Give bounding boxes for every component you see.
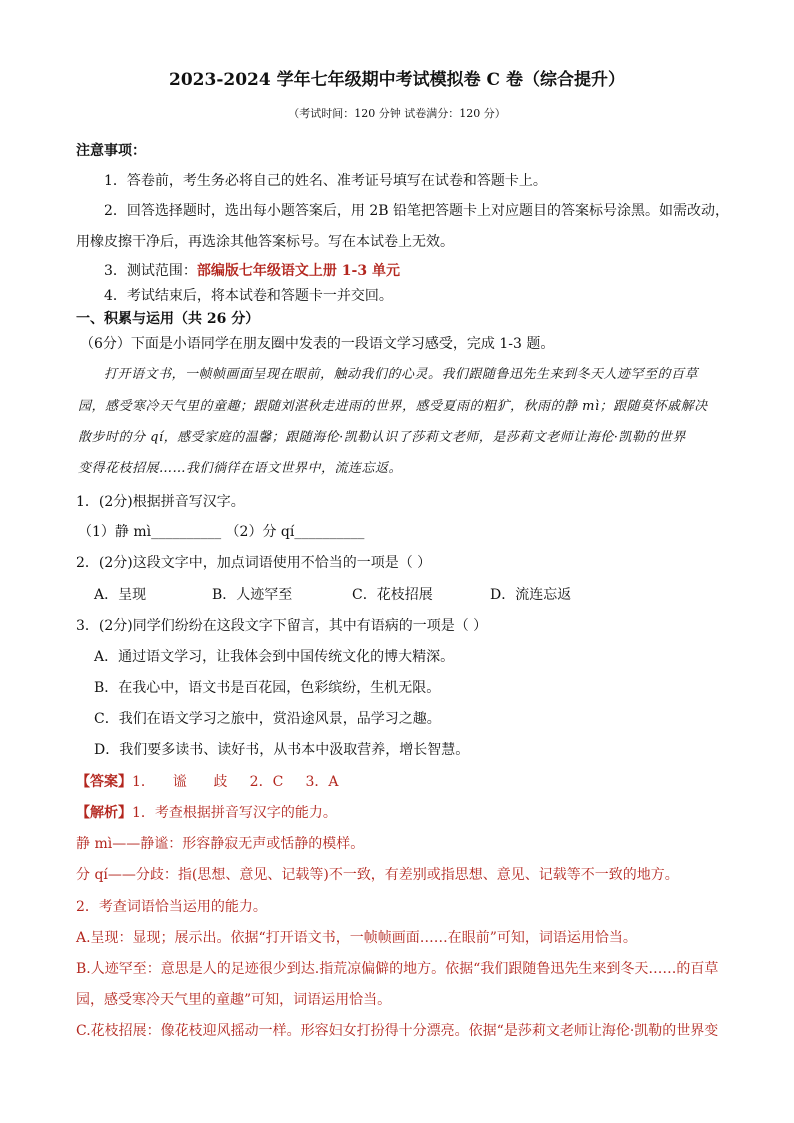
question-1: 1．(2分)根据拼音写汉字。 <box>76 494 245 510</box>
analysis-first-line <box>76 803 337 823</box>
answer-line <box>76 772 339 792</box>
answer-content: 1． 谧 歧 2．C 3．A <box>132 774 339 790</box>
question-3-option: B．在我心中，语文书是百花园，色彩缤纷，生机无限。 <box>94 680 441 696</box>
notice-item-3-prefix: 3．测试范围： <box>104 263 197 279</box>
question-3-option: A．通过语文学习，让我体会到中国传统文化的博大精深。 <box>94 649 455 665</box>
question-3-option: C．我们在语文学习之旅中，赏沿途风景，品学习之趣。 <box>94 711 441 727</box>
analysis-line: B.人迹罕至：意思是人的足迹很少到达.指荒凉偏僻的地方。依据“我们跟随鲁迅先生来到冬天……的百草 <box>76 961 719 977</box>
analysis-line: C.花枝招展：像花枝迎风摇动一样。形容妇女打扮得十分漂亮。依据“是莎莉文老师让海伦·凯勒的世界变 <box>76 1023 719 1039</box>
analysis-line: 静 mì——静谧：形容静寂无声或恬静的模样。 <box>76 836 365 852</box>
analysis-line: 2．考查词语恰当运用的能力。 <box>76 899 267 915</box>
notice-item-1: 1．答卷前，考生务必将自己的姓名、准考证号填写在试卷和答题卡上。 <box>104 173 547 189</box>
analysis-line: 1．考查根据拼音写汉字的能力。 <box>132 805 337 821</box>
page-title: 2023-2024 学年七年级期中考试模拟卷 C 卷（综合提升） <box>169 70 625 90</box>
analysis-line: 园，感受寒冷天气里的童趣”可知，词语运用恰当。 <box>76 992 392 1008</box>
section-1-intro: （6分）下面是小语同学在朋友圈中发表的一段语文学习感受，完成 1-3 题。 <box>80 336 555 352</box>
section-1-heading: 一、积累与运用（共 26 分） <box>76 311 260 327</box>
passage-line: 打开语文书，一帧帧画面呈现在眼前，触动我们的心灵。我们跟随鲁迅先生来到冬天人迹罕至的百草 <box>104 367 699 382</box>
page-subtitle: （考试时间：120 分钟 试卷满分：120 分） <box>288 107 506 120</box>
passage-line: 散步时的分 qí，感受家庭的温馨；跟随海伦·凯勒认识了莎莉文老师，是莎莉文老师让海伦·凯勒的世界 <box>78 430 686 445</box>
option-c: C．花枝招展 <box>352 587 433 603</box>
question-2: 2．(2分)这段文字中，加点词语使用不恰当的一项是（ ） <box>76 555 432 571</box>
question-3: 3．(2分)同学们纷纷在这段文字下留言，其中有语病的一项是（ ） <box>76 618 488 634</box>
answer-label: 【答案】 <box>76 774 132 790</box>
option-a: A．呈现 <box>94 587 147 603</box>
test-scope: 部编版七年级语文上册 1-3 单元 <box>196 263 400 279</box>
question-3-option: D．我们要多读书、读好书，从书本中汲取营养，增长智慧。 <box>94 742 470 758</box>
analysis-line: 分 qí——分歧：指(思想、意见、记载等)不一致，有差别或指思想、意见、记载等不一致的地方。 <box>76 867 679 883</box>
option-b: B．人迹罕至 <box>212 587 293 603</box>
analysis-line: A.呈现：显现；展示出。依据“打开语文书，一帧帧画面……在眼前”可知，词语运用恰当。 <box>76 930 637 946</box>
question-1-blanks: （1）静 mì__________ （2）分 qí__________ <box>78 524 365 540</box>
option-d: D．流连忘返 <box>490 587 572 603</box>
notice-item-2-cont: 用橡皮擦干净后，再选涂其他答案标号。写在本试卷上无效。 <box>76 234 454 250</box>
analysis-label: 【解析】 <box>76 805 132 821</box>
notice-item-4: 4．考试结束后，将本试卷和答题卡一并交回。 <box>104 288 393 304</box>
passage-line: 变得花枝招展……我们徜徉在语文世界中，流连忘返。 <box>78 461 403 476</box>
notice-item-3 <box>104 261 400 281</box>
passage-line: 园，感受寒冷天气里的童趣；跟随刘湛秋走进雨的世界，感受夏雨的粗犷，秋雨的静 mì；跟随莫怀戚解决 <box>78 399 708 414</box>
notice-heading: 注意事项： <box>76 143 146 159</box>
notice-item-2: 2．回答选择题时，选出每小题答案后，用 2B 铅笔把答题卡上对应题目的答案标号涂黑。如需改动， <box>104 203 730 219</box>
